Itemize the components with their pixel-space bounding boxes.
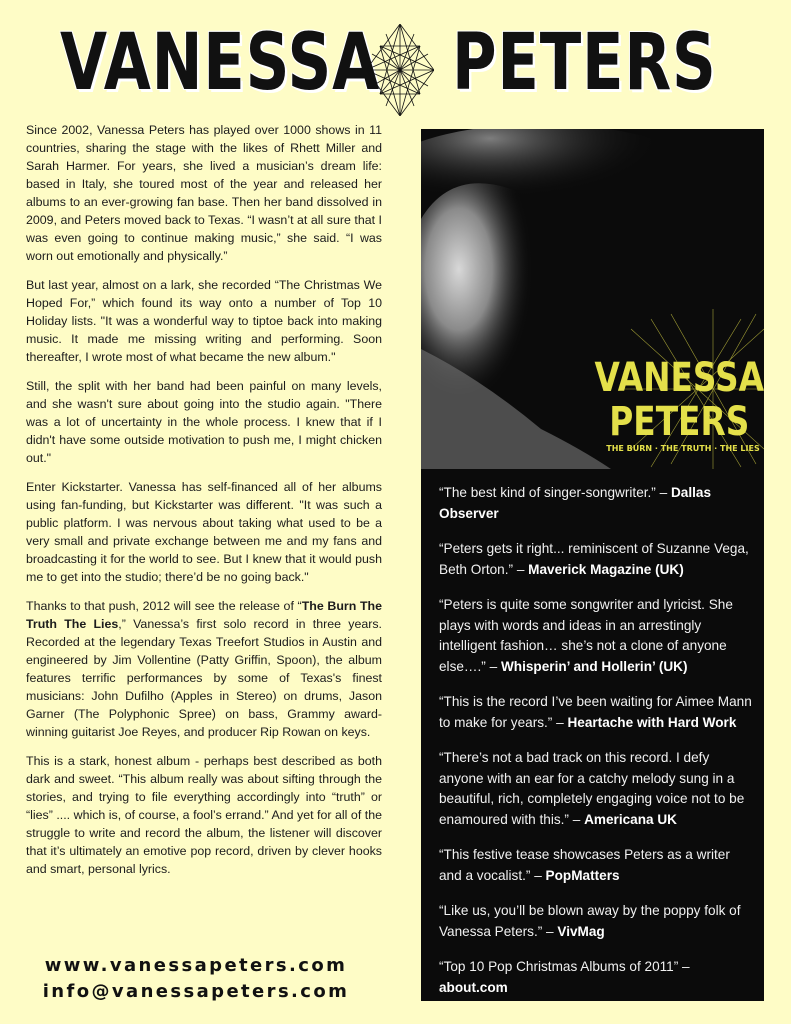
quote-text: “Peters is quite some songwriter and lyricist. She plays with words and ideas in an arrestingly intelligent fashion… she’s not a clone of anyone else….” – (439, 597, 733, 674)
quote-source: Heartache with Hard Work (567, 714, 737, 730)
bio-paragraph (26, 597, 382, 741)
press-quote (439, 901, 755, 942)
press-quote (439, 595, 755, 677)
quote-source: Whisperin’ and Hollerin’ (UK) (500, 658, 688, 674)
header (0, 18, 791, 118)
album-artist-line1: VANESSA (594, 353, 764, 401)
quote-text: “There’s not a bad track on this record. I defy anyone with an ear for a catchy melody sung in a beautiful, rich, completely engaging voice not to be enamoured with this.” – (439, 750, 745, 827)
album-title-bold: The Burn The Truth The Lies (26, 599, 382, 631)
press-quote (439, 957, 755, 998)
website-link[interactable]: www.vanessapeters.com (44, 955, 348, 976)
quote-source: Dallas Observer (439, 485, 712, 521)
contact-info (26, 953, 366, 1005)
press-quote (439, 845, 755, 886)
quote-source: about.com (439, 979, 508, 995)
album-artist-line2: PETERS (609, 397, 750, 445)
press-quote (439, 539, 755, 580)
email-link[interactable]: info@vanessapeters.com (42, 981, 350, 1002)
quote-text: “This festive tease showcases Peters as a writer and a vocalist.” – (439, 847, 730, 883)
bio-text: Thanks to that push, 2012 will see the release of “ (26, 599, 302, 613)
quote-source: Americana UK (584, 811, 678, 827)
bio-text: ,” Vanessa’s first solo record in three years. Recorded at the legendary Texas Treefort Studios in Austin and engineered by Jim Vollentine (Patty Griffin, Spoon), the album features terrific performances by some of Texas's finest musicians: John Dufilho (Apples in Stereo) on drums, Jason Garner (The Polyphonic Spree) on bass, Grammy award-winning guitarist Joe Reyes, and producer Rip Rowan on keys. (26, 617, 382, 739)
artist-last-name: PETERS (452, 18, 717, 108)
quote-source: VivMag (557, 923, 605, 939)
biography (26, 121, 382, 889)
quote-source: Maverick Magazine (UK) (528, 561, 684, 577)
quote-text: “This is the record I’ve been waiting for Aimee Mann to make for years.” – (439, 694, 752, 730)
quote-text: “Top 10 Pop Christmas Albums of 2011” – (439, 959, 690, 974)
album-title: THE BURN · THE TRUTH · THE LIES (606, 444, 760, 453)
bio-paragraph: But last year, almost on a lark, she recorded “The Christmas We Hoped For,” which found its way onto a number of Top 10 Holiday lists. "It was a wonderful way to tiptoe back into making music. It made me missing writing and performing. Soon thereafter, I wrote most of what became the new album." (26, 278, 382, 364)
bio-paragraph: This is a stark, honest album - perhaps best described as both dark and sweet. “This album really was about sifting through the stories, and trying to file everything accordingly into “truth” or “lies” .... which is, of course, a fool’s errand.” And yet for all of the struggle to write and record the album, the listener will discover that it’s ultimately an emotive pop record, driven by clever hooks and smart, personal lyrics. (26, 754, 382, 876)
press-quote (439, 748, 755, 830)
quote-text: “Peters gets it right... reminiscent of Suzanne Vega, Beth Orton.” – (439, 541, 749, 577)
quote-source: PopMatters (545, 867, 620, 883)
quote-text: “Like us, you’ll be blown away by the poppy folk of Vanessa Peters.” – (439, 903, 741, 939)
album-cover (421, 129, 764, 469)
press-panel (421, 129, 764, 1001)
artist-first-name: VANESSA (60, 18, 380, 108)
press-quote (439, 483, 755, 524)
bio-paragraph: Enter Kickstarter. Vanessa has self-financed all of her albums using fan-funding, but Kickstarter was different. "It was such a public platform. I was nervous about taking what used to be a very small and private exchange between me and my fans and broadcasting it for the world to see. But I knew that it would push me to get into the studio; there’d be no going back." (26, 480, 382, 584)
quote-text: “The best kind of singer-songwriter.” – (439, 485, 671, 500)
bio-paragraph: Still, the split with her band had been painful on many levels, and she wasn't sure about going into the studio again. "There was a lot of uncertainty in the whole process. I knew that if I didn't have some outside motivation to push me, I might chicken out." (26, 379, 382, 465)
geometric-star-icon (366, 24, 434, 116)
press-quotes (439, 483, 755, 1013)
bio-paragraph: Since 2002, Vanessa Peters has played over 1000 shows in 11 countries, sharing the stage with the likes of Rhett Miller and Sarah Harmer. For years, she lived a musician’s dream life: based in Italy, she toured most of the year and released her albums to an ever-growing fan base. Then her band dissolved in 2009, and Peters moved back to Texas. “I wasn’t at all sure that I was even going to continue making music,” she said. “I was worn out emotionally and physically.” (26, 123, 382, 263)
press-quote (439, 692, 755, 733)
